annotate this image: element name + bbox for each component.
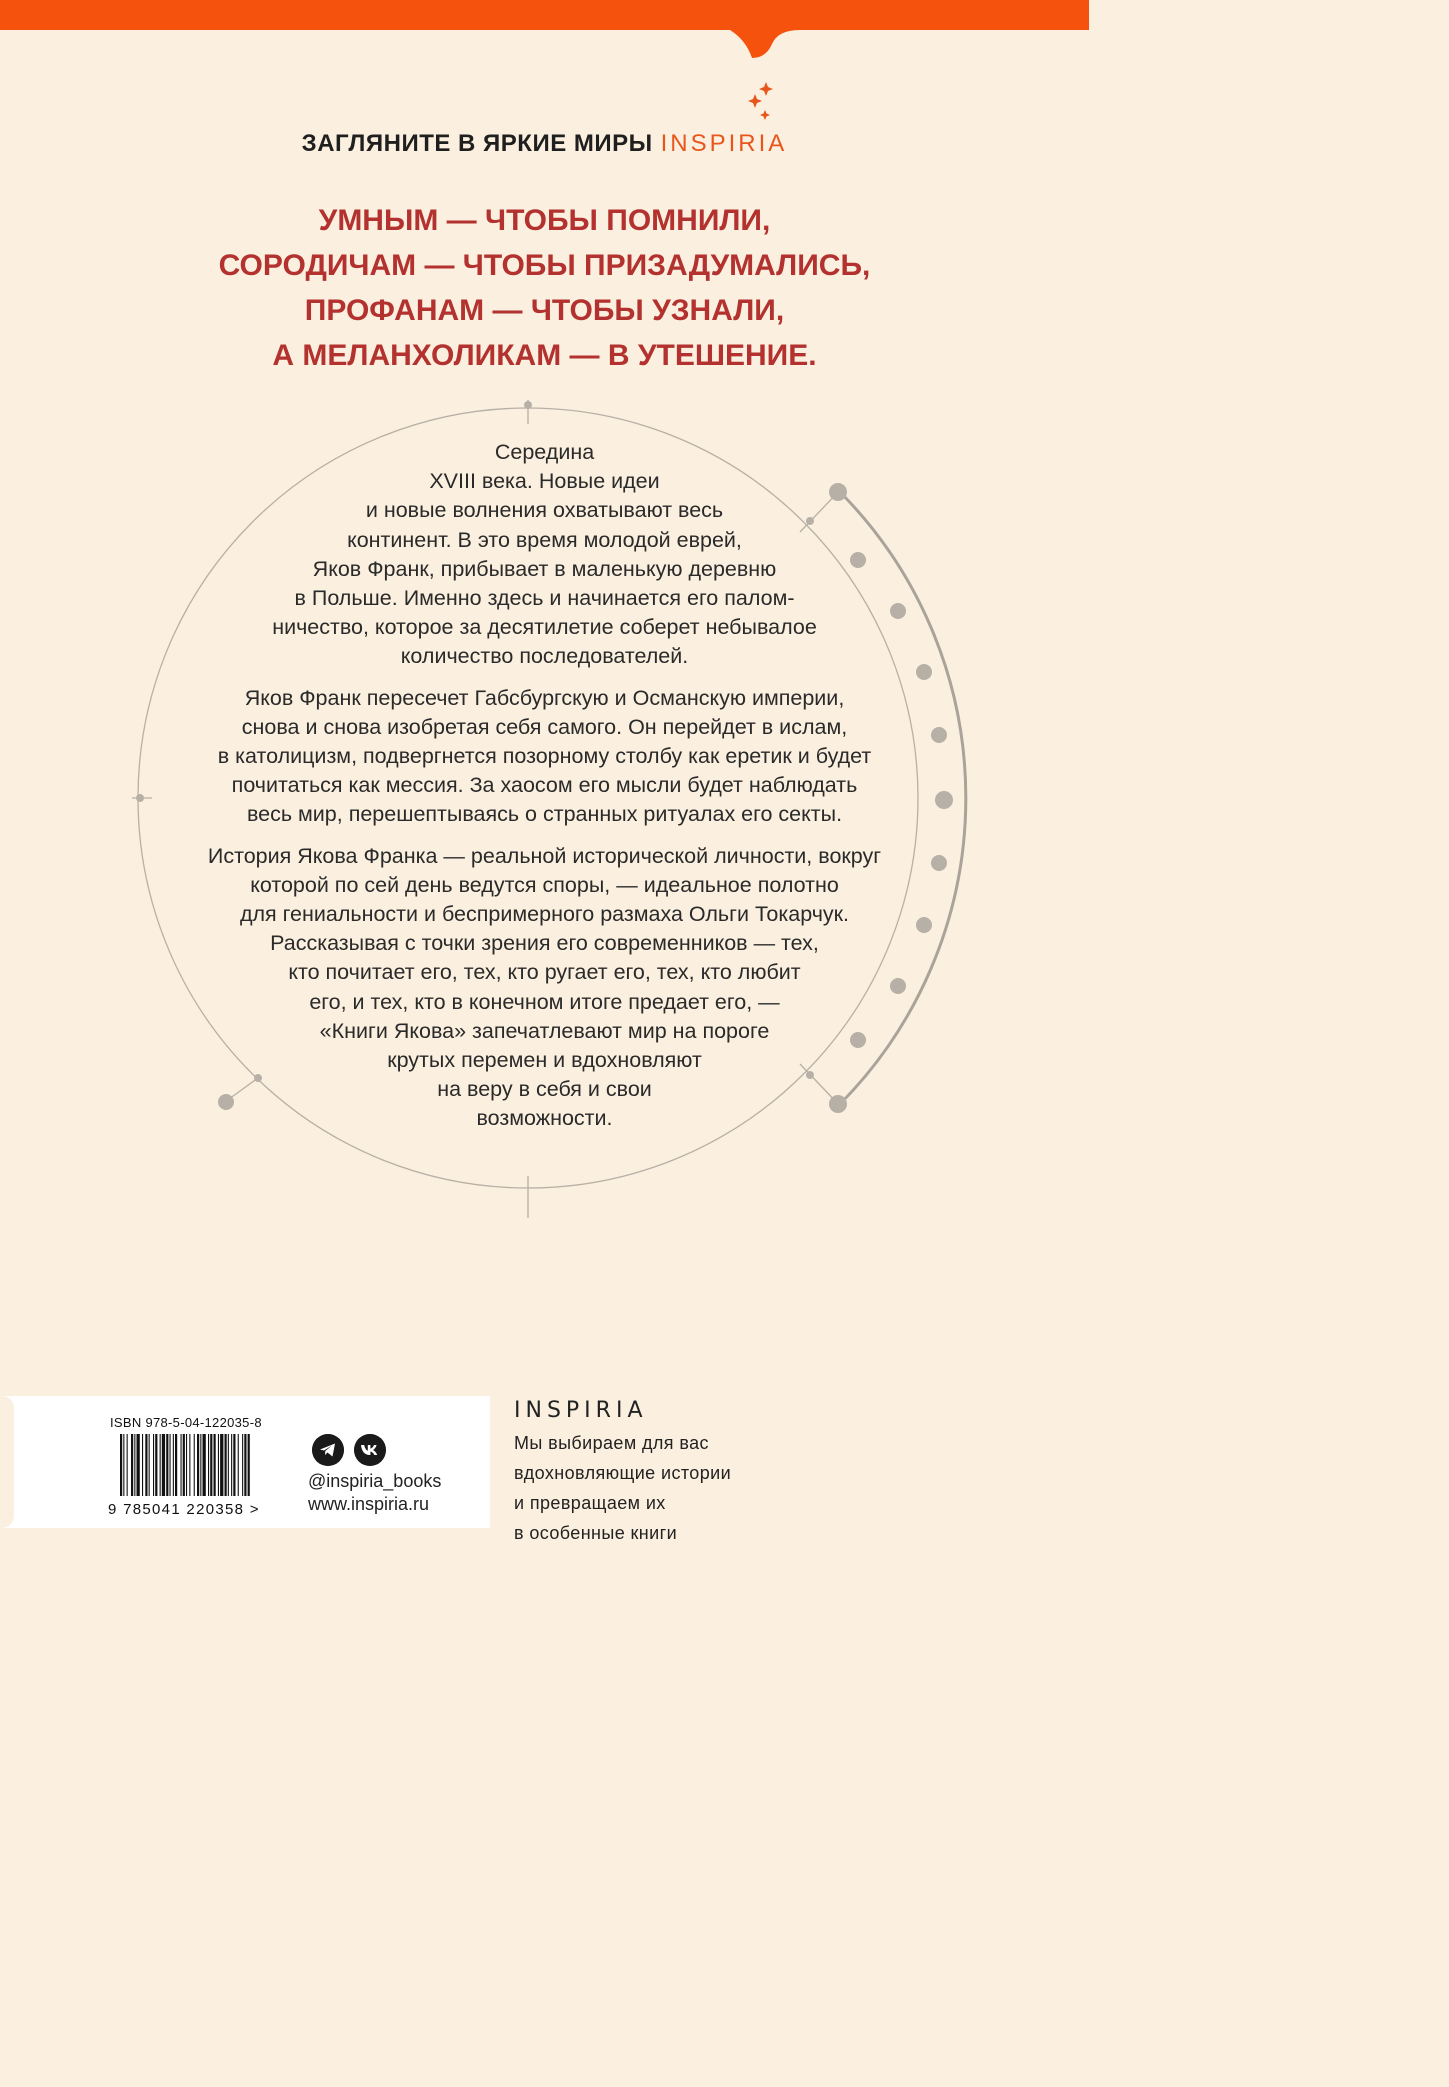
barcode-bar (170, 1434, 171, 1496)
text-line: в католицизм, подвергнется позорному столбу как еретик и будет (217, 744, 872, 769)
barcode-bar (189, 1434, 190, 1496)
vk-icon[interactable] (354, 1434, 386, 1466)
barcode-bar (244, 1434, 246, 1496)
slogan-line: Мы выбираем для вас (514, 1433, 709, 1453)
barcode-bar (220, 1434, 223, 1496)
ornament-dot (524, 401, 532, 409)
barcode-bar (162, 1434, 165, 1496)
barcode-bar (134, 1434, 135, 1496)
text-line: крутых перемен и вдохновляют (387, 1048, 702, 1073)
text-line: которой по сей день ведутся споры, — идеальное полотно (250, 872, 839, 897)
text-line: История Якова Франка — реальной исторической личности, вокруг (207, 843, 882, 868)
barcode-bar (173, 1434, 174, 1496)
barcode-bar (175, 1434, 177, 1496)
barcode-bar (233, 1434, 235, 1496)
barcode-bar (160, 1434, 161, 1496)
slogan-line: в особенные книги (514, 1523, 678, 1543)
barcode-bar (142, 1434, 143, 1496)
barcode-bar (248, 1434, 250, 1496)
barcode-bar (242, 1434, 243, 1496)
barcode-bar (131, 1434, 133, 1496)
text-line: XVIII века. Новые идеи (429, 469, 660, 494)
telegram-icon[interactable] (312, 1434, 344, 1466)
barcode-bar (186, 1434, 187, 1496)
barcode-bar (183, 1434, 185, 1496)
slogan-line: и превращаем их (514, 1493, 666, 1513)
text-line: «Книги Якова» запечатлевают мир на пороге (319, 1018, 770, 1043)
barcode-bar (210, 1434, 212, 1496)
barcode (108, 1434, 286, 1516)
text-line: весь мир, перешептываясь о странных ритуалах его секты. (246, 802, 843, 827)
tagline-text: ЗАГЛЯНИТЕ В ЯРКИЕ МИРЫ (301, 130, 653, 157)
text-line: почитаться как мессия. За хаосом его мысли будет наблюдать (231, 773, 858, 798)
barcode-bar (155, 1434, 157, 1496)
barcode-digits: 9 785041 220358 > (108, 1501, 260, 1516)
barcode-bar (166, 1434, 168, 1496)
barcode-bar (127, 1434, 128, 1496)
barcode-bar (231, 1434, 232, 1496)
panel-edge (0, 1396, 66, 1528)
text-line: Яков Франк, прибывает в маленькую деревню (312, 556, 777, 581)
barcode-bar (149, 1434, 150, 1496)
barcode-bar (225, 1434, 227, 1496)
epigraph-line: А МЕЛАНХОЛИКАМ — В УТЕШЕНИЕ. (272, 339, 817, 372)
epigraph-line: УМНЫМ — ЧТОБЫ ПОМНИЛИ, (318, 204, 771, 237)
text-line: Рассказывая с точки зрения его современников — тех, (270, 931, 819, 956)
barcode-bar (200, 1434, 201, 1496)
barcode-bar (181, 1434, 182, 1496)
text-line: Яков Франк пересечет Габсбургскую и Османскую империи, (244, 685, 845, 710)
text-line: ничество, которое за десятилетие соберет небывалое (272, 615, 817, 640)
annotation-text (0, 438, 1089, 1146)
contacts (308, 1470, 441, 1516)
barcode-bar (214, 1434, 216, 1496)
slogan-line: вдохновляющие истории (514, 1463, 732, 1483)
barcode-bar (238, 1434, 239, 1496)
epigraph-line: СОРОДИЧАМ — ЧТОБЫ ПРИЗАДУМАЛИСЬ, (218, 249, 871, 282)
barcode-bar (153, 1434, 154, 1496)
paragraph-1 (0, 438, 1089, 672)
text-line: на веру в себя и свои (437, 1077, 652, 1102)
barcode-bar (228, 1434, 229, 1496)
barcode-bar (194, 1434, 195, 1496)
barcode-bar (120, 1434, 122, 1496)
text-line: его, и тех, кто в конечном итоге предает его, — (309, 989, 780, 1014)
social-handle[interactable]: @inspiria_books (308, 1471, 442, 1491)
barcode-panel (66, 1396, 490, 1528)
epigraph-line: ПРОФАНАМ — ЧТОБЫ УЗНАЛИ, (304, 294, 785, 327)
text-line: кто почитает его, тех, кто ругает его, тех, кто любит (288, 960, 801, 985)
text-line: в Польше. Именно здесь и начинается его палом- (294, 586, 795, 611)
text-line: и новые волнения охватывают весь (365, 498, 724, 523)
barcode-bar (197, 1434, 199, 1496)
publisher-slogan (514, 1428, 731, 1548)
barcode-bar (203, 1434, 206, 1496)
text-line: континент. В это время молодой еврей, (347, 527, 742, 552)
publisher-brand: INSPIRIA (514, 1398, 648, 1423)
website-link[interactable]: www.inspiria.ru (308, 1494, 430, 1514)
isbn-text: ISBN 978-5-04-122035-8 (110, 1415, 262, 1430)
text-line: количество последователей. (400, 644, 689, 669)
text-line: для гениальности и беспримерного размаха Ольги Токарчук. (239, 902, 850, 927)
tagline-brand: INSPIRIA (660, 130, 788, 157)
paragraph-3 (0, 842, 1089, 1134)
text-line: снова и снова изобретая себя самого. Он перейдет в ислам, (241, 714, 848, 739)
barcode-bar (137, 1434, 140, 1496)
text-line: Середина (494, 440, 595, 464)
barcode-bar (218, 1434, 219, 1496)
paragraph-2 (0, 684, 1089, 830)
barcode-bar (145, 1434, 147, 1496)
barcode-bar (123, 1434, 124, 1496)
social-icons (312, 1434, 386, 1466)
text-line: возможности. (476, 1106, 613, 1131)
barcode-bar (208, 1434, 209, 1496)
